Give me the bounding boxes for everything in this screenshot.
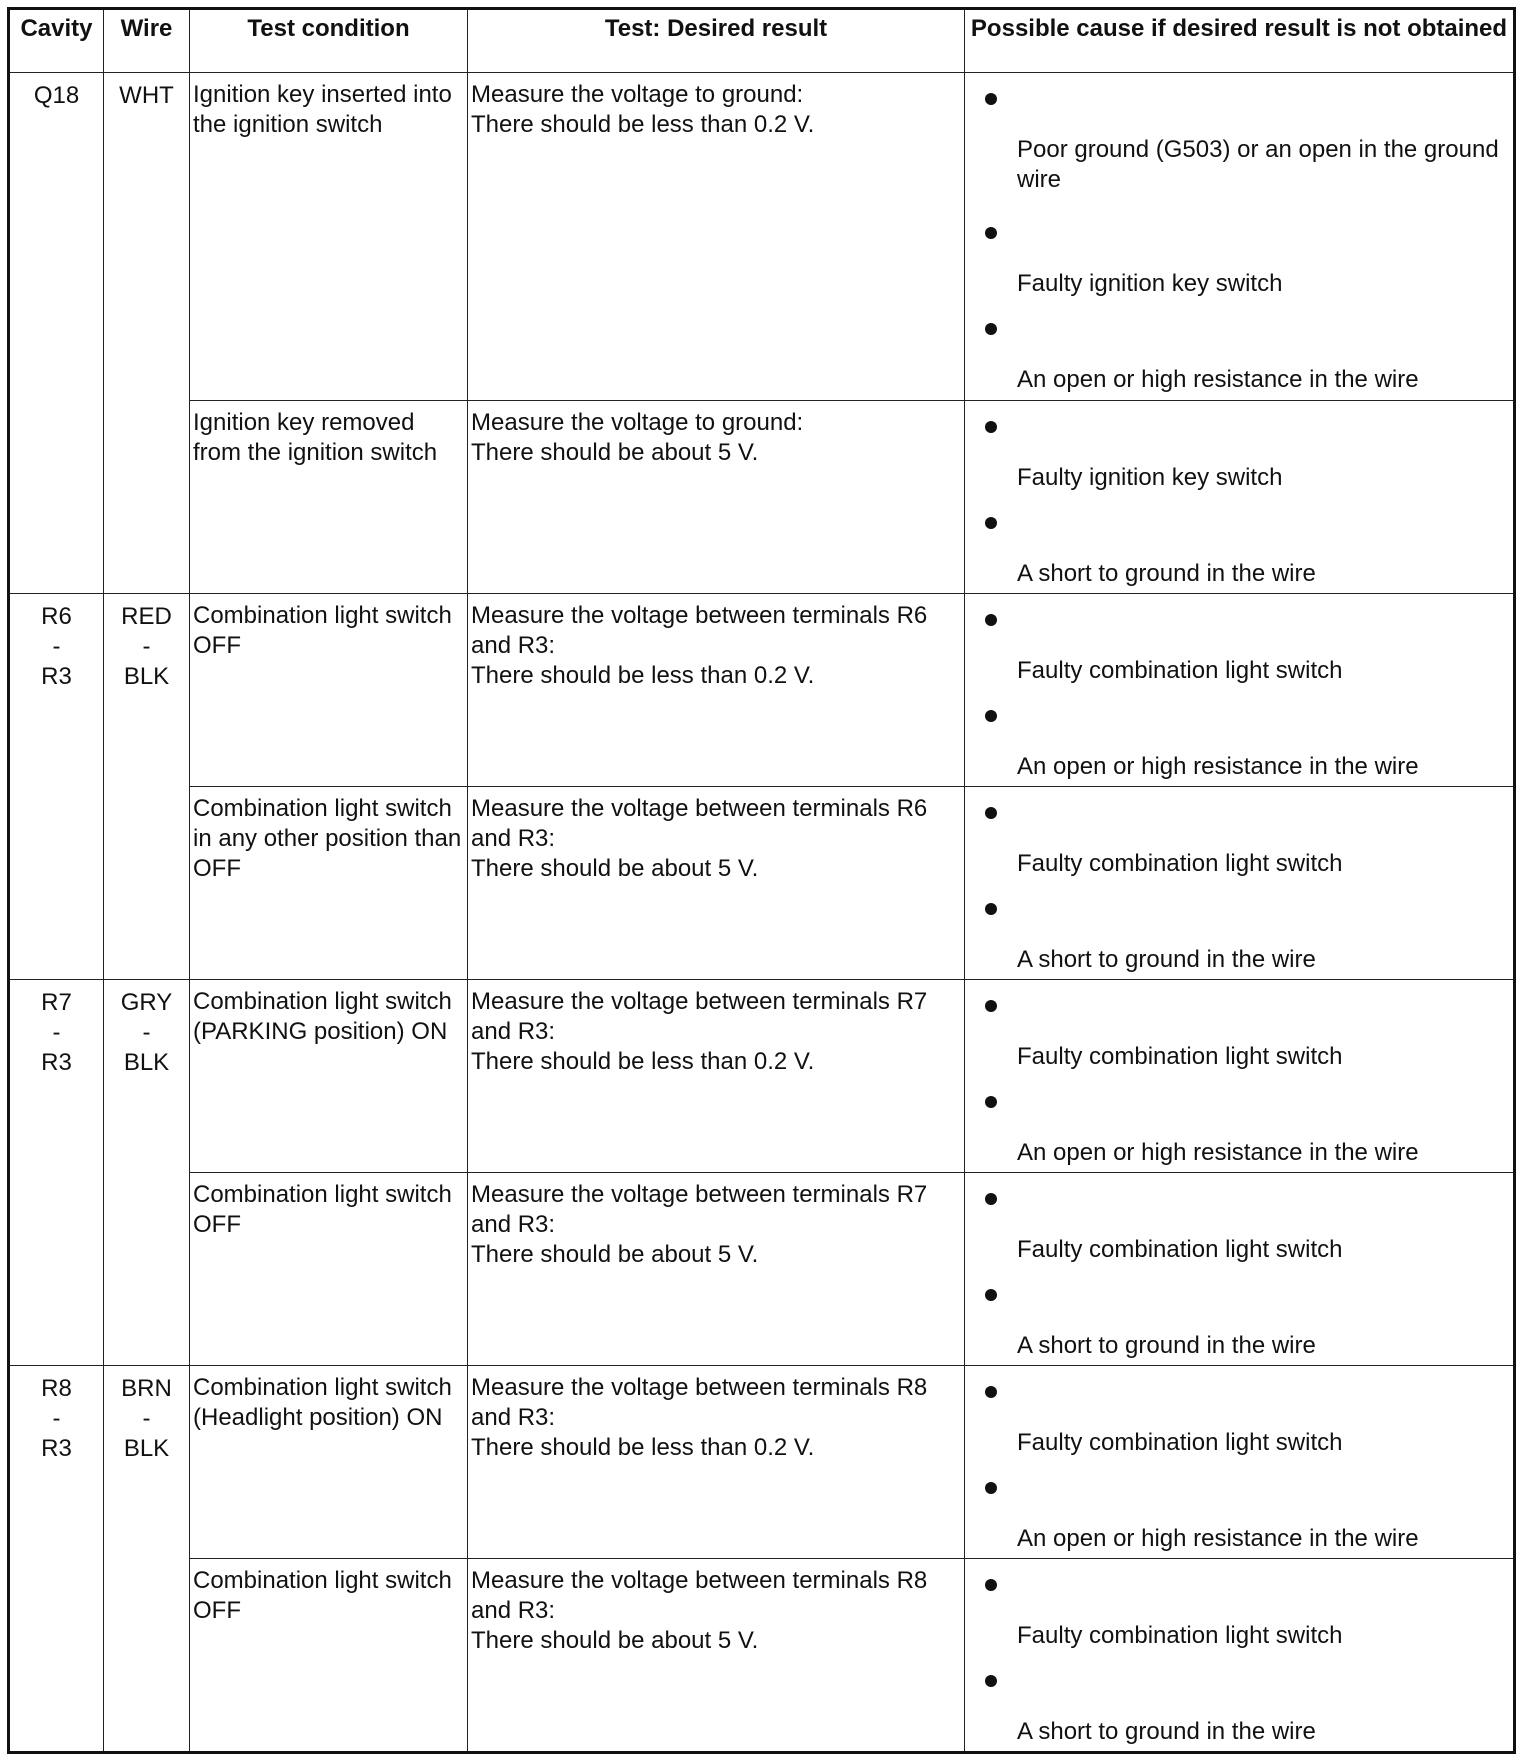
desired-result-cell: Measure the voltage between terminals R6 and R3: There should be less than 0.2 V. — [468, 594, 965, 787]
cause-text: A short to ground in the wire — [1017, 560, 1316, 587]
possible-cause-cell — [965, 594, 1515, 787]
bullet-icon — [985, 1096, 997, 1108]
diagnostic-table — [7, 7, 1516, 1754]
wire-color-label: GRY - BLK — [120, 989, 173, 1076]
cause-text: Faulty combination light switch — [1017, 1043, 1343, 1070]
bullet-icon — [985, 1482, 997, 1494]
cause-text: An open or high resistance in the wire — [1017, 366, 1419, 393]
cavity-label: R8 - R3 — [41, 1375, 72, 1462]
cause-item — [965, 1559, 1513, 1655]
cause-text: A short to ground in the wire — [1017, 946, 1316, 973]
cavity-cell — [9, 73, 104, 594]
possible-cause-cell — [965, 73, 1515, 401]
table-row — [9, 787, 1515, 980]
wire-color-label: WHT — [119, 82, 174, 109]
wire-cell — [104, 73, 190, 594]
cause-text: A short to ground in the wire — [1017, 1718, 1316, 1745]
header-cavity: Cavity — [9, 9, 104, 73]
cause-item — [965, 1076, 1513, 1172]
cavity-cell — [9, 594, 104, 980]
cause-item — [965, 690, 1513, 786]
bullet-icon — [985, 323, 997, 335]
cause-item — [965, 497, 1513, 593]
bullet-icon — [985, 807, 997, 819]
bullet-icon — [985, 710, 997, 722]
cause-text: Faulty combination light switch — [1017, 1622, 1343, 1649]
cause-item — [965, 1462, 1513, 1558]
cavity-label: R6 - R3 — [41, 603, 72, 690]
cause-text: Poor ground (G503) or an open in the ground wire — [1017, 136, 1499, 193]
cause-item — [965, 883, 1513, 979]
wire-cell — [104, 1366, 190, 1753]
desired-result-cell: Measure the voltage between terminals R7 and R3: There should be about 5 V. — [468, 1173, 965, 1366]
cavity-label: Q18 — [33, 82, 80, 109]
table-row — [9, 1366, 1515, 1559]
desired-result-cell: Measure the voltage between terminals R8 and R3: There should be less than 0.2 V. — [468, 1366, 965, 1559]
table-body — [9, 73, 1515, 1753]
wire-color-label: RED - BLK — [121, 603, 172, 690]
wire-cell — [104, 594, 190, 980]
wire-color-label: BRN - BLK — [121, 1375, 172, 1462]
possible-cause-cell — [965, 980, 1515, 1173]
cause-item — [965, 980, 1513, 1076]
cavity-cell — [9, 1366, 104, 1753]
header-desired-result: Test: Desired result — [468, 9, 965, 73]
test-condition-cell: Combination light switch OFF — [190, 1173, 468, 1366]
possible-cause-cell — [965, 1559, 1515, 1753]
bullet-icon — [985, 1000, 997, 1012]
bullet-icon — [985, 1289, 997, 1301]
desired-result-cell: Measure the voltage between terminals R6 and R3: There should be about 5 V. — [468, 787, 965, 980]
cause-item — [965, 401, 1513, 497]
cause-item — [965, 594, 1513, 690]
cause-item — [965, 1655, 1513, 1751]
cause-text: An open or high resistance in the wire — [1017, 753, 1419, 780]
bullet-icon — [985, 1193, 997, 1205]
cause-text: Faulty combination light switch — [1017, 657, 1343, 684]
table-row — [9, 980, 1515, 1173]
header-wire: Wire — [104, 9, 190, 73]
cause-item — [965, 1366, 1513, 1462]
test-condition-cell: Combination light switch OFF — [190, 594, 468, 787]
bullet-icon — [985, 1675, 997, 1687]
cause-item — [965, 73, 1513, 207]
cause-text: Faulty combination light switch — [1017, 1236, 1343, 1263]
bullet-icon — [985, 93, 997, 105]
test-condition-cell: Combination light switch OFF — [190, 1559, 468, 1753]
cause-text: An open or high resistance in the wire — [1017, 1139, 1419, 1166]
cause-text: Faulty combination light switch — [1017, 1429, 1343, 1456]
possible-cause-cell — [965, 1173, 1515, 1366]
test-condition-cell: Combination light switch in any other position than OFF — [190, 787, 468, 980]
cause-item — [965, 1173, 1513, 1269]
header-possible-cause: Possible cause if desired result is not obtained — [965, 9, 1515, 73]
desired-result-cell: Measure the voltage between terminals R7 and R3: There should be less than 0.2 V. — [468, 980, 965, 1173]
bullet-icon — [985, 421, 997, 433]
test-condition-cell: Combination light switch (Headlight position) ON — [190, 1366, 468, 1559]
bullet-icon — [985, 1579, 997, 1591]
cause-item — [965, 1269, 1513, 1365]
cause-text: A short to ground in the wire — [1017, 1332, 1316, 1359]
header-test-condition: Test condition — [190, 9, 468, 73]
table-row — [9, 73, 1515, 401]
cause-item — [965, 207, 1513, 303]
cause-item — [965, 303, 1513, 399]
wire-cell — [104, 980, 190, 1366]
cause-item — [965, 787, 1513, 883]
header-row — [9, 9, 1515, 73]
desired-result-cell: Measure the voltage to ground: There should be less than 0.2 V. — [468, 73, 965, 401]
bullet-icon — [985, 517, 997, 529]
test-condition-cell: Ignition key inserted into the ignition switch — [190, 73, 468, 401]
cavity-cell — [9, 980, 104, 1366]
bullet-icon — [985, 1386, 997, 1398]
possible-cause-cell — [965, 1366, 1515, 1559]
bullet-icon — [985, 903, 997, 915]
possible-cause-cell — [965, 787, 1515, 980]
cause-text: Faulty ignition key switch — [1017, 464, 1283, 491]
cause-text: An open or high resistance in the wire — [1017, 1525, 1419, 1552]
table-row — [9, 401, 1515, 594]
cavity-label: R7 - R3 — [41, 989, 72, 1076]
table-row — [9, 1173, 1515, 1366]
table-row — [9, 594, 1515, 787]
test-condition-cell: Combination light switch (PARKING position) ON — [190, 980, 468, 1173]
cause-text: Faulty combination light switch — [1017, 850, 1343, 877]
bullet-icon — [985, 614, 997, 626]
possible-cause-cell — [965, 401, 1515, 594]
desired-result-cell: Measure the voltage between terminals R8 and R3: There should be about 5 V. — [468, 1559, 965, 1753]
table-row — [9, 1559, 1515, 1753]
cause-text: Faulty ignition key switch — [1017, 270, 1283, 297]
bullet-icon — [985, 227, 997, 239]
desired-result-cell: Measure the voltage to ground: There should be about 5 V. — [468, 401, 965, 594]
test-condition-cell: Ignition key removed from the ignition switch — [190, 401, 468, 594]
